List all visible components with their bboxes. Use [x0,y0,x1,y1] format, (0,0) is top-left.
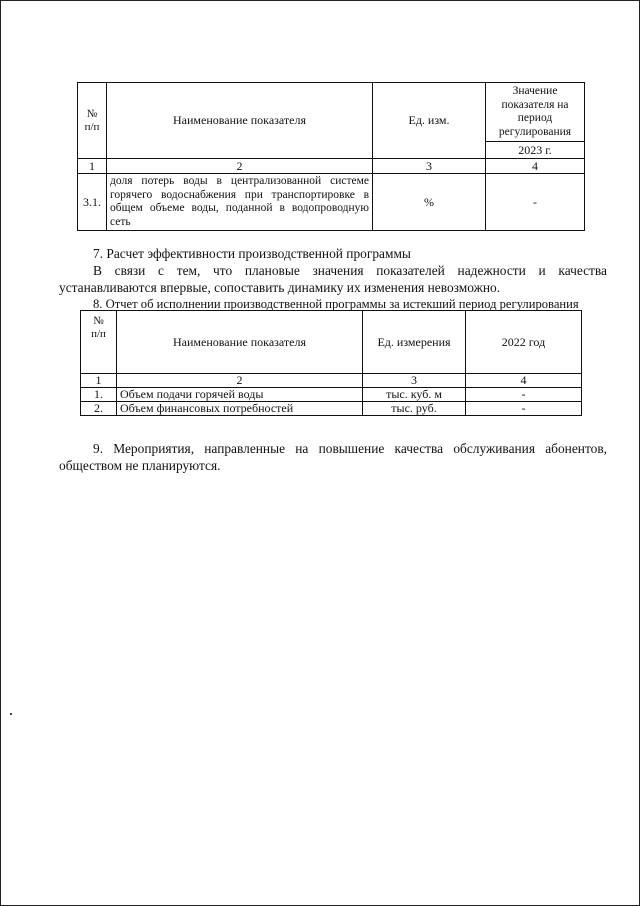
row-name: Объем подачи горячей воды [117,388,363,402]
row-unit: тыс. руб. [363,402,466,416]
index-cell: 3 [373,159,486,174]
row-name: Объем финансовых потребностей [117,402,363,416]
col-header-unit: Ед. измерения [363,311,466,374]
row-num: 1. [81,388,117,402]
col-header-name: Наименование показателя [117,311,363,374]
row-name: доля потерь воды в централизованной системе горячего водоснабжения при транспортировке в общем объеме воды, поданной в водопроводную сеть [107,174,373,231]
section-7-text: В связи с тем, что плановые значения показателей надежности и качества устанавливаются впервые, сопоставить динамику их изменения невозможно. [59,263,607,295]
table-row [81,388,582,402]
index-row [81,374,582,388]
section-7 [59,245,607,296]
row-unit: % [373,174,486,231]
col-header-year: 2023 г. [486,142,585,159]
col-header-num: № п/п [81,311,117,374]
index-row [78,159,585,174]
section-8-heading: 8. Отчет об исполнении производственной программы за истекший период регулирования [93,297,579,311]
index-cell: 1 [78,159,107,174]
section-9-text: 9. Мероприятия, направленные на повышение качества обслуживания абонентов, обществом не планируются. [59,441,607,473]
row-num: 3.1. [78,174,107,231]
row-num: 2. [81,402,117,416]
index-cell: 2 [117,374,363,388]
scan-speck [10,713,12,715]
index-cell: 3 [363,374,466,388]
row-value: - [486,174,585,231]
index-cell: 4 [466,374,582,388]
index-cell: 2 [107,159,373,174]
col-header-year: 2022 год [466,311,582,374]
index-cell: 1 [81,374,117,388]
row-unit: тыс. куб. м [363,388,466,402]
col-header-value: Значение показателя на период регулирования [486,83,585,142]
col-header-num: № п/п [78,83,107,159]
row-value: - [466,402,582,416]
row-value: - [466,388,582,402]
col-header-unit: Ед. изм. [373,83,486,159]
index-cell: 4 [486,159,585,174]
table-row [81,402,582,416]
report-table [80,310,582,416]
section-7-heading: 7. Расчет эффективности производственной программы [93,246,411,261]
indicator-table [77,82,585,231]
table-row [78,174,585,231]
col-header-name: Наименование показателя [107,83,373,159]
